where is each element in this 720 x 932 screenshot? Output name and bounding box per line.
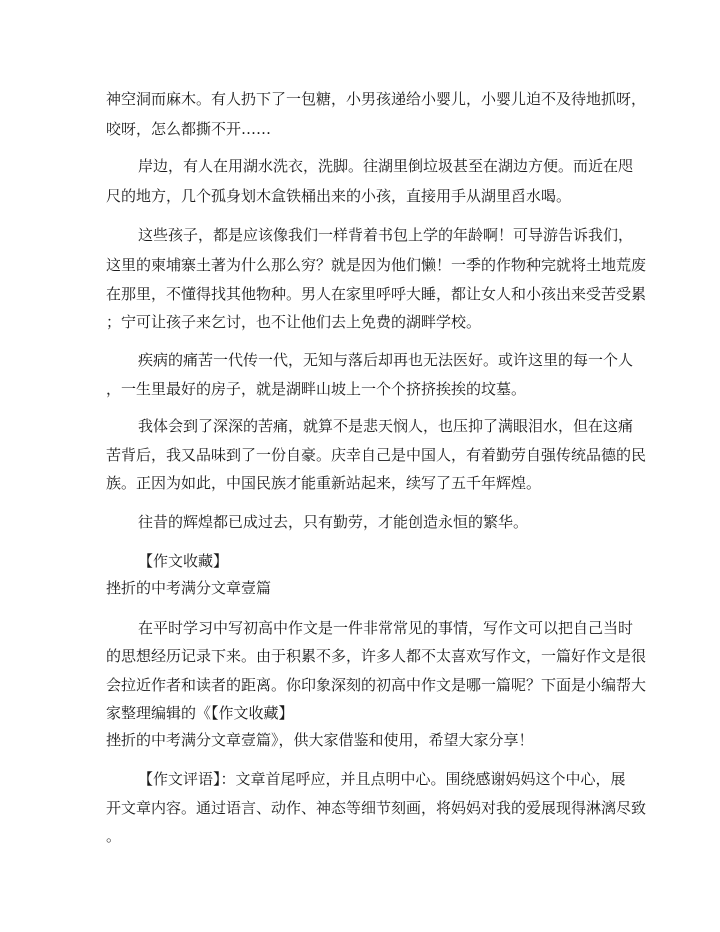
text-line: 的思想经历记录下来。由于积累不多，许多人都不太喜欢写作文，一篇好作文是很 — [106, 647, 647, 665]
text-line: 【作文评语】：文章首尾呼应，并且点明中心。围绕感谢妈妈这个中心，展 — [138, 770, 626, 788]
text-line: 开文章内容。通过语言、动作、神态等细节刻画，将妈妈对我的爱展现得淋漓尽致 — [106, 799, 647, 817]
text-line: 会拉近作者和读者的距离。你印象深刻的初高中作文是哪一篇呢？下面是小编帮大 — [106, 676, 647, 694]
text-line: 尺的地方，几个孤身划木盒铁桶出来的小孩，直接用手从湖里舀水喝。 — [106, 187, 572, 205]
text-line: 苦背后，我又品味到了一份自豪。庆幸自己是中国人，有着勤劳自强传统品德的民 — [106, 446, 647, 464]
text-line: 在平时学习中写初高中作文是一件非常常见的事情，写作文可以把自己当时 — [138, 619, 634, 637]
article-title: 挫折的中考满分文章壹篇 — [106, 579, 272, 597]
text-line: ，一生里最好的房子，就是湖畔山坡上一个个挤挤挨挨的坟墓。 — [106, 380, 527, 398]
text-line: 族。正因为如此，中国民族才能重新站起来，续写了五千年辉煌。 — [106, 474, 542, 492]
text-line: 咬呀，怎么都撕不开…… — [106, 120, 272, 138]
text-line: 挫折的中考满分文章壹篇》，供大家借鉴和使用，希望大家分享！ — [106, 731, 534, 749]
text-line: 这些孩子，都是应该像我们一样背着书包上学的年龄啊！可导游告诉我们， — [138, 226, 634, 244]
text-line: 这里的柬埔寨土著为什么那么穷？就是因为他们懒！一季的作物种完就将土地荒废 — [106, 256, 647, 274]
text-line: ；宁可让孩子来乞讨，也不让他们去上免费的湖畔学校。 — [106, 313, 482, 331]
text-line: 岸边，有人在用湖水洗衣，洗脚。往湖里倒垃圾甚至在湖边方便。而近在咫 — [138, 157, 634, 175]
text-line: 家整理编辑的《【作文收藏】 — [106, 704, 294, 722]
text-line: 我体会到了深深的苦痛，就算不是悲天悯人，也压抑了满眼泪水，但在这痛 — [138, 417, 634, 435]
text-line: 在那里，不懂得找其他物种。男人在家里呼呼大睡，都让女人和小孩出来受苦受累 — [106, 285, 647, 303]
text-line: 往昔的辉煌都已成过去，只有勤劳，才能创造永恒的繁华。 — [138, 513, 529, 531]
text-line: 神空洞而麻木。有人扔下了一包糖，小男孩递给小婴儿，小婴儿迫不及待地抓呀， — [106, 90, 647, 108]
text-line: 。 — [106, 827, 122, 845]
section-heading: 【作文收藏】 — [138, 552, 229, 570]
text-line: 疾病的痛苦一代传一代，无知与落后却再也无法医好。或许这里的每一个人 — [138, 351, 634, 369]
